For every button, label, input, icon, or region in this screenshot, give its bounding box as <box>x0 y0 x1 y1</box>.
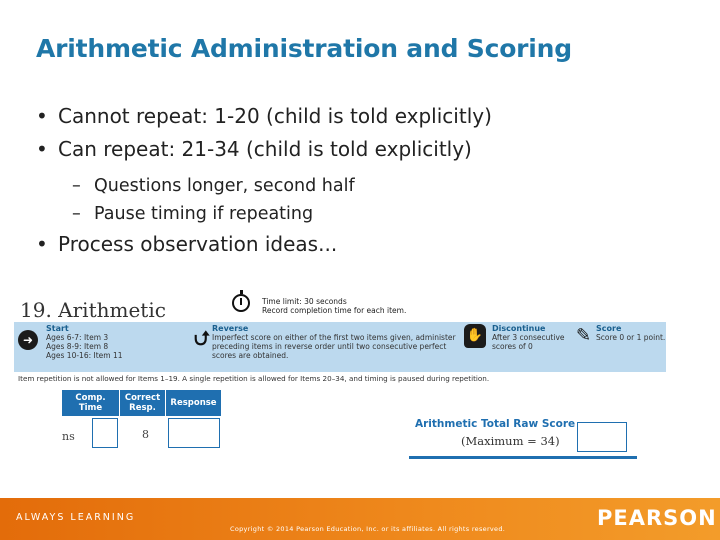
score-block: Score Score 0 or 1 point. <box>596 324 666 342</box>
sub-bullet-item <box>30 172 710 200</box>
subtest-title: 19. Arithmetic <box>20 298 166 322</box>
record-form-image <box>0 290 720 490</box>
reverse-block: Reverse Imperfect score on either of the first two items given, administer preceding items in reverse order until two consecutive perfect scores are obtained. <box>212 324 456 360</box>
sub-bullet-text: Pause timing if repeating <box>94 204 314 224</box>
footer-copyright: Copyright © 2014 Pearson Education, Inc. or its affiliates. All rights reserved. <box>230 525 506 533</box>
total-raw-score-field[interactable] <box>577 422 627 452</box>
start-block: Start Ages 6-7: Item 3 Ages 8-9: Item 8 Ages 10-16: Item 11 <box>46 324 123 360</box>
sub-bullet-dash: – <box>72 176 81 196</box>
footer-bar <box>0 498 720 540</box>
bullet-text: Process observation ideas... <box>58 232 338 256</box>
total-raw-score-block <box>409 410 637 459</box>
sub-bullet-item <box>30 200 710 228</box>
footer-tagline: ALWAYS LEARNING <box>16 512 136 523</box>
sub-bullet-text: Questions longer, second half <box>94 176 355 196</box>
bullet-item <box>30 133 710 166</box>
sub-bullet-dash: – <box>72 204 81 224</box>
response-field[interactable] <box>168 418 220 448</box>
bullet-item <box>30 228 710 261</box>
stop-hand-icon: ✋ <box>464 324 486 348</box>
time-limit-text: Time limit: 30 seconds Record completion time for each item. <box>262 297 407 315</box>
reverse-arrow-icon: ⮍ <box>194 326 211 350</box>
bullet-item <box>30 100 710 133</box>
stopwatch-icon <box>232 294 250 312</box>
comp-time-field[interactable] <box>92 418 118 448</box>
instruction-band <box>14 322 666 372</box>
bullet-list <box>30 100 710 261</box>
bullet-dot: • <box>36 104 48 128</box>
total-raw-score-title: Arithmetic Total Raw Score <box>415 418 576 430</box>
table-header-comp-time: Comp. Time <box>62 390 120 416</box>
slide-title: Arithmetic Administration and Scoring <box>36 34 572 63</box>
pearson-logo: PEARSON <box>597 506 717 530</box>
correct-response-value: 8 <box>142 428 149 441</box>
table-header-correct-resp: Correct Resp. <box>120 390 166 416</box>
start-arrow-icon: ➜ <box>18 330 38 350</box>
bullet-dot: • <box>36 137 48 161</box>
item-row-label: ns <box>62 430 75 443</box>
bullet-text: Cannot repeat: 1-20 (child is told explicitly) <box>58 104 492 128</box>
discontinue-block: Discontinue After 3 consecutive scores of 0 <box>492 324 565 351</box>
bullet-dot: • <box>36 232 48 256</box>
bullet-text: Can repeat: 21-34 (child is told explicitly) <box>58 137 472 161</box>
total-raw-score-max: (Maximum = 34) <box>461 434 560 448</box>
table-header-response: Response <box>166 390 222 416</box>
pencil-icon: ✎ <box>576 325 592 346</box>
repetition-note: Item repetition is not allowed for Items 1–19. A single repetition is allowed for Items 20–34, and timing is paused during repetition. <box>18 374 490 383</box>
